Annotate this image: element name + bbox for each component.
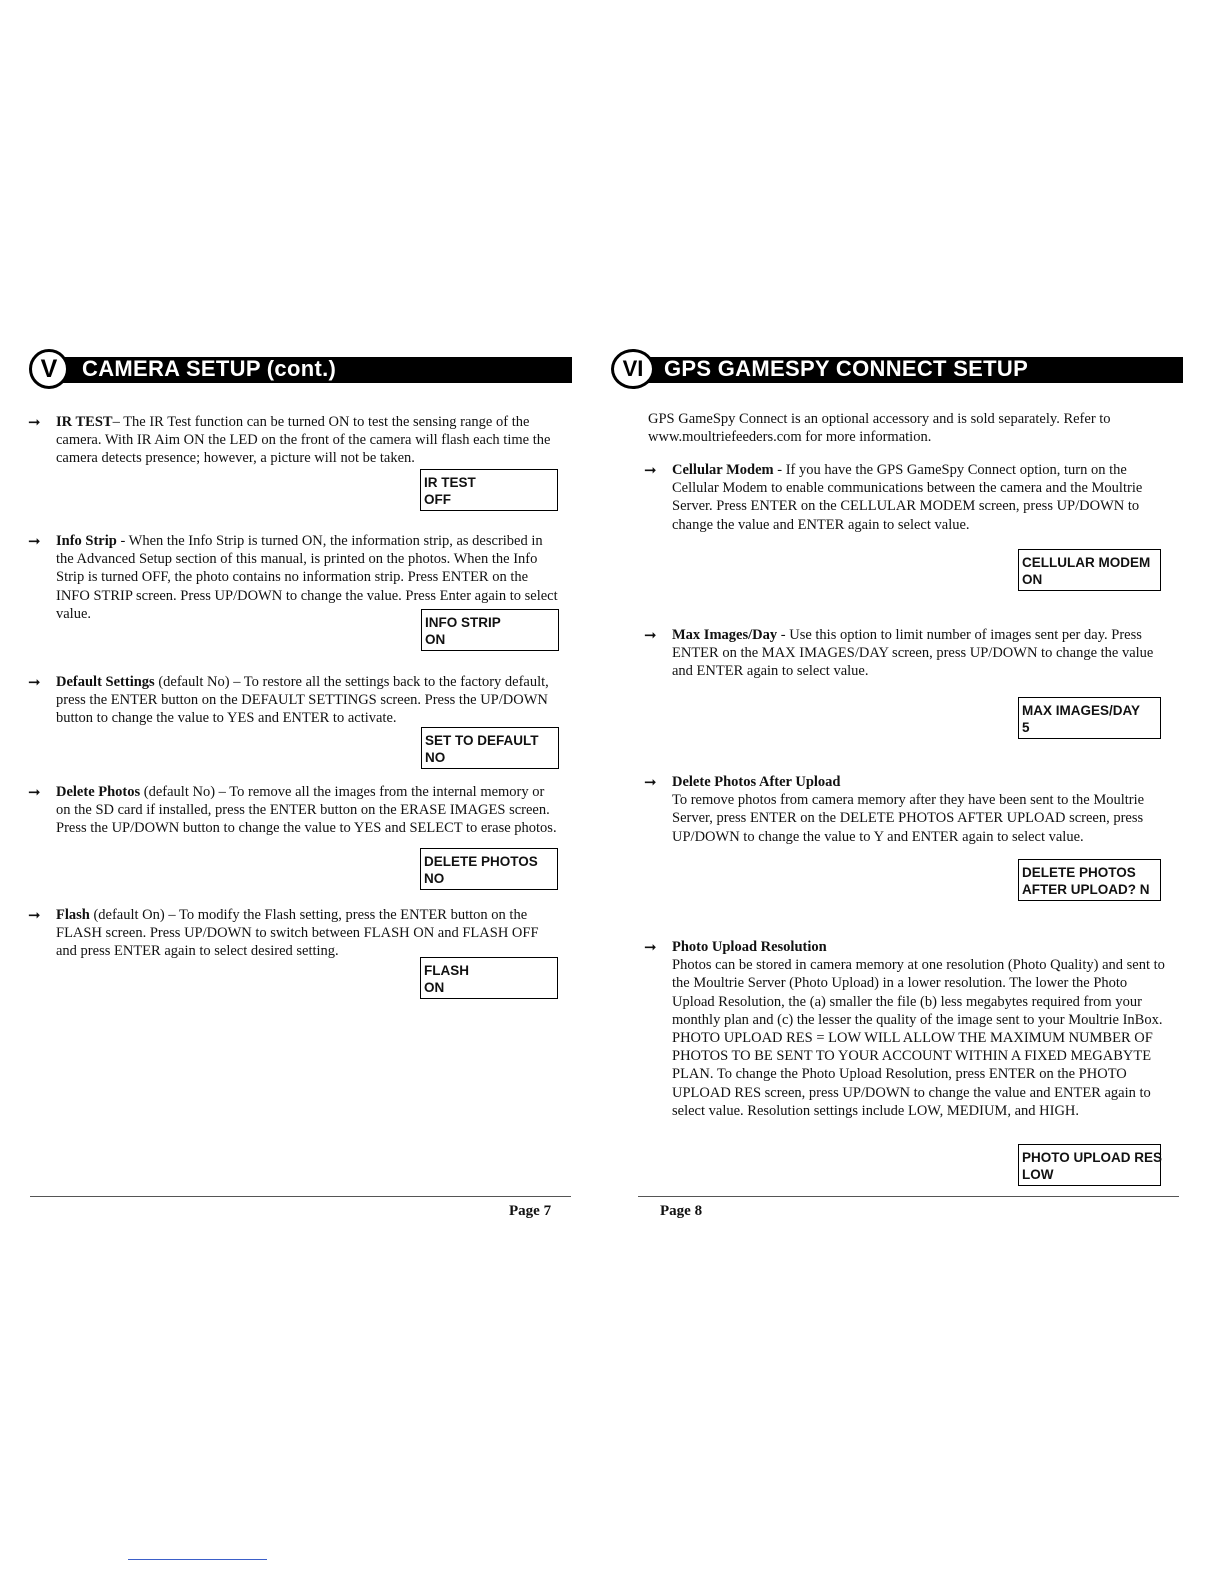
lcd-display-photo-upload-res: PHOTO UPLOAD RES LOW	[1018, 1144, 1161, 1186]
item-description: When the Info Strip is turned ON, the information strip, as described in the Advanced Setup section of this manual, is printed on the photos. When the Info Strip is turned OFF, the photo contains no information strip. Press ENTER on the INFO STRIP screen. Press UP/DOWN to change the value. Press Enter again to select value.	[56, 533, 558, 622]
lcd-display-ir-test: IR TEST OFF	[420, 469, 558, 511]
item-name: Flash	[56, 907, 90, 923]
item-description: The IR Test function can be turned ON to test the sensing range of the camera. With IR Aim ON the LED on the front of the camera will flash each time the camera detects presence; however, a picture will not be taken.	[56, 414, 551, 467]
item-name: Info Strip	[56, 533, 117, 549]
footer-divider	[30, 1196, 571, 1197]
item-name: IR TEST	[56, 414, 113, 430]
item-description: (default No) – To remove all the images from the internal memory or on the SD card if installed, press the ENTER button on the ERASE IMAGES screen. Press the UP/DOWN button to change the value to YES and SELECT to erase photos.	[56, 784, 557, 837]
section-number-badge: V	[29, 349, 69, 389]
item-default-settings	[28, 673, 562, 728]
section-header-camera-setup	[40, 354, 572, 383]
right-arrow-icon: ➞	[28, 783, 41, 801]
item-description: If you have the GPS GameSpy Connect option, turn on the Cellular Modem to enable communications between the camera and the Moultrie Server. Press ENTER on the CELLULAR MODEM screen, press UP/DOWN to change the value and ENTER again to select value.	[672, 462, 1143, 533]
right-arrow-icon: ➞	[28, 673, 41, 691]
item-cellular-modem: ➞ Cellular Modem - If you have the GPS GameSpy Connect option, turn on the Cellular Modem to enable communications between the camera and the Moultrie Server. Press ENTER on the CELLULAR MODEM screen, press UP/DOWN to change the value and ENTER again to select value.	[644, 461, 1143, 533]
lcd-display-delete-after-upload: DELETE PHOTOS AFTER UPLOAD? N	[1018, 859, 1161, 901]
item-photo-upload-resolution	[644, 938, 1165, 1120]
item-info-strip: ➞ Info Strip - When the Info Strip is turned ON, the information strip, as described in the Advanced Setup section of this manual, is printed on the photos. When the Info Strip is turned OFF, the photo contains no information strip. Press ENTER on the INFO STRIP screen. Press UP/DOWN to change the value. Press Enter again to select value.	[28, 532, 558, 622]
section-intro: GPS GameSpy Connect is an optional accessory and is sold separately. Refer to www.moultriefeeders.com for more information.	[648, 411, 1111, 446]
lcd-display-cellular-modem: CELLULAR MODEM ON	[1018, 549, 1161, 591]
item-flash	[28, 906, 562, 961]
lcd-display-default-settings: SET TO DEFAULT NO	[421, 727, 559, 769]
bottom-underline	[128, 1559, 267, 1560]
item-delete-photos-after-upload	[644, 773, 1165, 846]
right-arrow-icon: ➞	[644, 626, 657, 644]
item-name: Cellular Modem	[672, 462, 774, 478]
lcd-display-flash: FLASH ON	[420, 957, 558, 999]
item-description: Use this option to limit number of images sent per day. Press ENTER on the MAX IMAGES/DAY screen, press UP/DOWN to change the value and ENTER again to select value.	[672, 627, 1154, 680]
section-title: CAMERA SETUP (cont.)	[82, 356, 337, 381]
page-number: Page 8	[660, 1203, 703, 1219]
right-arrow-icon: ➞	[28, 413, 41, 431]
item-ir-test: ➞ IR TEST– The IR Test function can be turned ON to test the sensing range of the camera. With IR Aim ON the LED on the front of the camera will flash each time the camera detects presence; however, a picture will not be taken.	[28, 413, 551, 467]
section-header-gps-gamespy	[622, 356, 1183, 383]
item-delete-photos	[28, 783, 562, 838]
item-max-images-day: ➞ Max Images/Day - Use this option to limit number of images sent per day. Press ENTER on the MAX IMAGES/DAY screen, press UP/DOWN to change the value and ENTER again to select value.	[644, 626, 1154, 680]
item-name: Default Settings	[56, 674, 155, 690]
item-description: To remove photos from camera memory after they have been sent to the Moultrie Server, press ENTER on the DELETE PHOTOS AFTER UPLOAD screen, press UP/DOWN to change the value to Y and ENTER again to select value.	[672, 792, 1145, 845]
item-name: Delete Photos After Upload	[672, 774, 841, 790]
section-number-badge: VI	[611, 349, 655, 389]
right-arrow-icon: ➞	[644, 461, 657, 479]
item-name: Photo Upload Resolution	[672, 939, 827, 955]
section-title: GPS GAMESPY CONNECT SETUP	[664, 356, 1029, 381]
item-name: Max Images/Day	[672, 627, 778, 643]
right-arrow-icon: ➞	[644, 938, 657, 956]
item-description: (default No) – To restore all the settings back to the factory default, press the ENTER button on the DEFAULT SETTINGS screen. Press the UP/DOWN button to change the value to YES and ENTER to activate.	[56, 674, 549, 727]
lcd-display-info-strip: INFO STRIP ON	[421, 609, 559, 651]
page-8	[612, 0, 1224, 1584]
lcd-display-delete-photos: DELETE PHOTOS NO	[420, 848, 558, 890]
right-arrow-icon: ➞	[28, 532, 41, 550]
lcd-display-max-images: MAX IMAGES/DAY 5	[1018, 697, 1161, 739]
right-arrow-icon: ➞	[28, 906, 41, 924]
item-description: (default On) – To modify the Flash setting, press the ENTER button on the FLASH screen. Press UP/DOWN to switch between FLASH ON and FLASH OFF and press ENTER again to select desired setting.	[56, 907, 539, 960]
footer-divider	[638, 1196, 1179, 1197]
item-description: Photos can be stored in camera memory at one resolution (Photo Quality) and sent to the Moultrie Server (Photo Upload) in a lower resolution. The lower the Photo Upload Resolution, the (a) smaller the file (b) less megabytes required from your monthly plan and (c) the lesser the quality of the image sent to your Moultrie InBox. PHOTO UPLOAD RES = LOW WILL ALLOW THE MAXIMUM NUMBER OF PHOTOS TO BE SENT TO YOUR ACCOUNT WITHIN A FIXED MEGABYTE PLAN. To change the Photo Upload Resolution, press ENTER on the PHOTO UPLOAD RES screen, press UP/DOWN to change the value and ENTER again to select value. Resolution settings include LOW, MEDIUM, and HIGH.	[672, 957, 1165, 1119]
page-number: Page 7	[509, 1203, 552, 1219]
item-name: Delete Photos	[56, 784, 141, 800]
right-arrow-icon: ➞	[644, 773, 657, 791]
